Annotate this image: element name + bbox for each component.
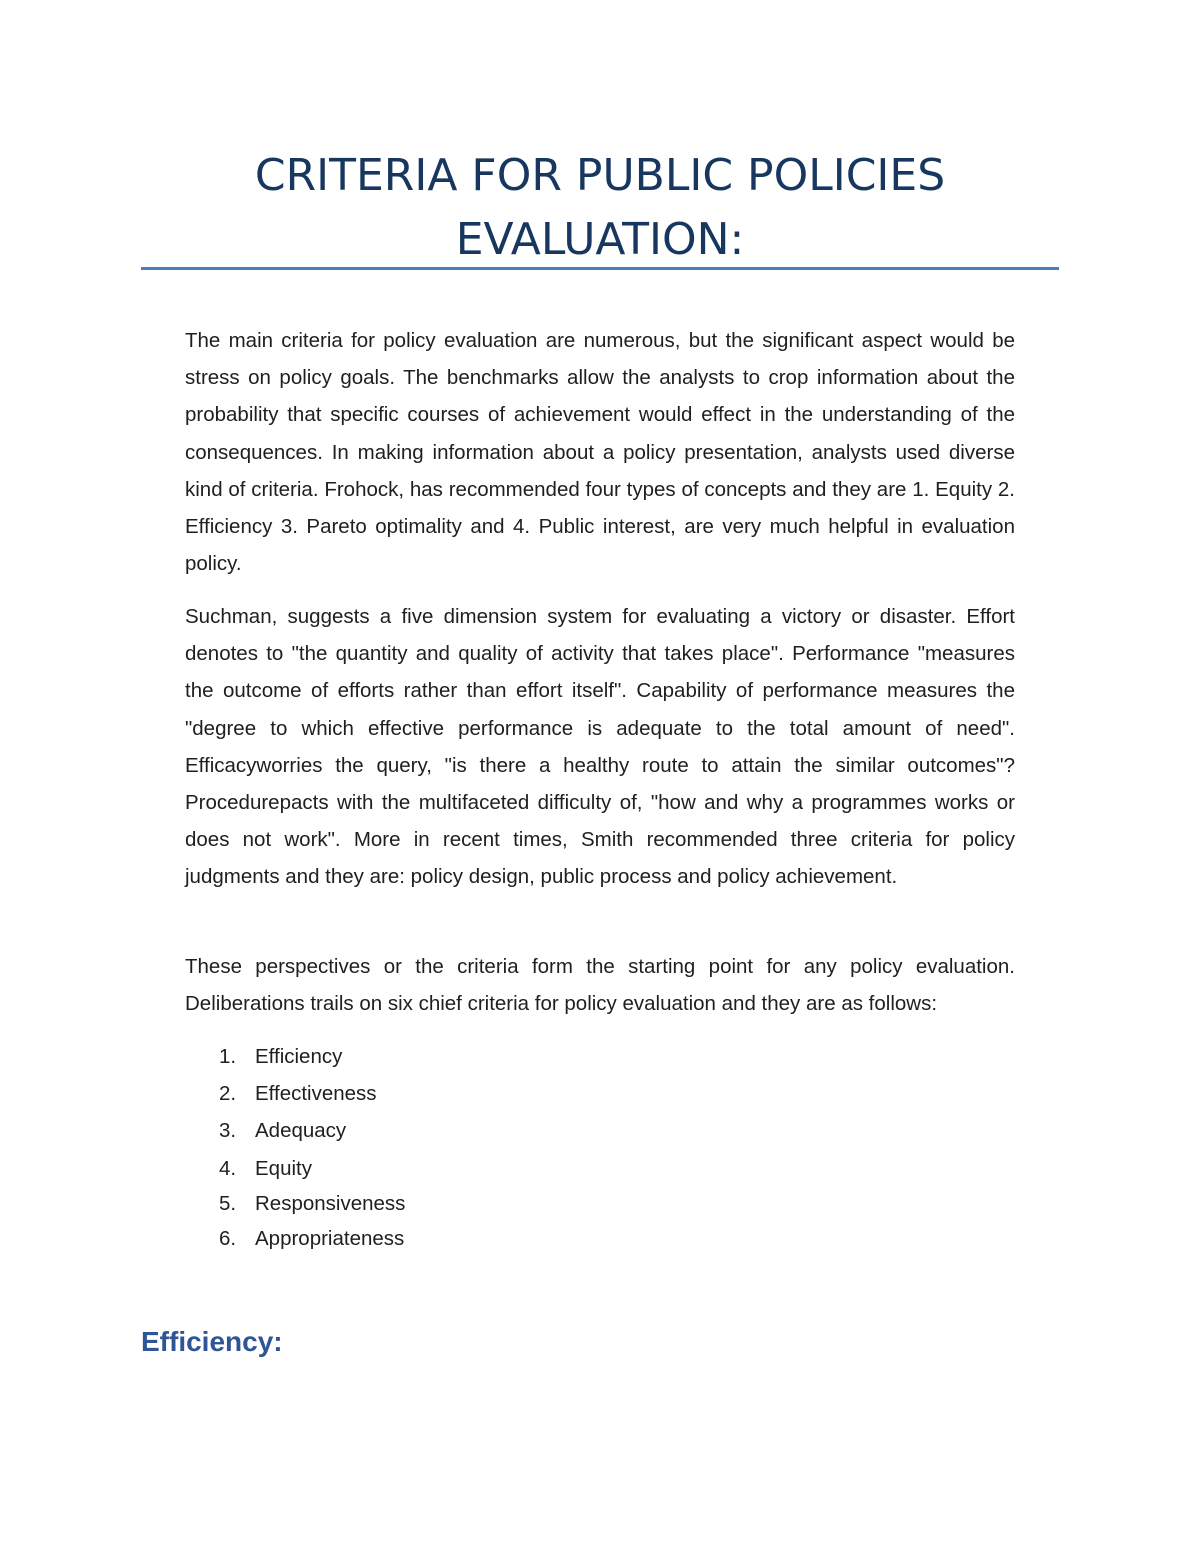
list-item-number: 5. bbox=[219, 1191, 237, 1215]
list-item-label: Equity bbox=[255, 1156, 312, 1180]
list-item-label: Appropriateness bbox=[255, 1226, 405, 1250]
section-heading-efficiency: Efficiency: bbox=[141, 1326, 283, 1357]
criteria-list bbox=[185, 1038, 785, 1257]
list-item bbox=[185, 1038, 785, 1075]
list-item-label: Effectiveness bbox=[255, 1082, 377, 1106]
title-underline-rule bbox=[141, 267, 1059, 270]
list-item bbox=[185, 1220, 785, 1257]
document-title-line-1: CRITERIA FOR PUBLIC POLICIES bbox=[254, 150, 946, 201]
list-item bbox=[185, 1150, 785, 1187]
list-item-number: 3. bbox=[219, 1119, 237, 1143]
list-item-number: 1. bbox=[219, 1045, 237, 1068]
list-item bbox=[185, 1075, 785, 1112]
paragraph-suchman-dimensions: Suchman, suggests a five dimension system for evaluating a victory or disaster. Effort denotes to "the quantity and quality of activity that takes place". Performance "measures the outcome of efforts rather than effort itself". Capability of performance measures the "degree to which effective performance is adequate to the total amount of need". Efficacyworries the query, "is there a healthy route to attain the similar outcomes"? Procedurepacts with the multifaceted difficulty of, "how and why a programmes works or does not work". More in recent times, Smith recommended three criteria for policy judgments and they are: policy design, public process and policy achievement. bbox=[185, 605, 1015, 889]
list-item bbox=[185, 1187, 785, 1220]
list-item-number: 4. bbox=[219, 1156, 237, 1180]
list-item-number: 6. bbox=[219, 1226, 237, 1250]
document-title bbox=[141, 144, 1059, 272]
list-item-label: Efficiency bbox=[255, 1045, 343, 1068]
paragraph-criteria-overview: The main criteria for policy evaluation are numerous, but the significant aspect would be stress on policy goals. The benchmarks allow the analysts to crop information about the probability that specific courses of achievement would effect in the understanding of the consequences. In making information about a policy presentation, analysts used diverse kind of criteria. Frohock, has recommended four types of concepts and they are 1. Equity 2. Efficiency 3. Pareto optimality and 4. Public interest, are very much helpful in evaluation policy. bbox=[185, 329, 1015, 576]
list-item-label: Adequacy bbox=[255, 1119, 347, 1143]
list-item-label: Responsiveness bbox=[255, 1191, 406, 1215]
list-item-number: 2. bbox=[219, 1082, 237, 1106]
paragraph-six-criteria-intro: These perspectives or the criteria form the starting point for any policy evaluation. Deliberations trails on six chief criteria for policy evaluation and they are as follows: bbox=[185, 955, 1015, 1016]
list-item bbox=[185, 1112, 785, 1149]
document-title-line-2: EVALUATION: bbox=[455, 214, 745, 265]
